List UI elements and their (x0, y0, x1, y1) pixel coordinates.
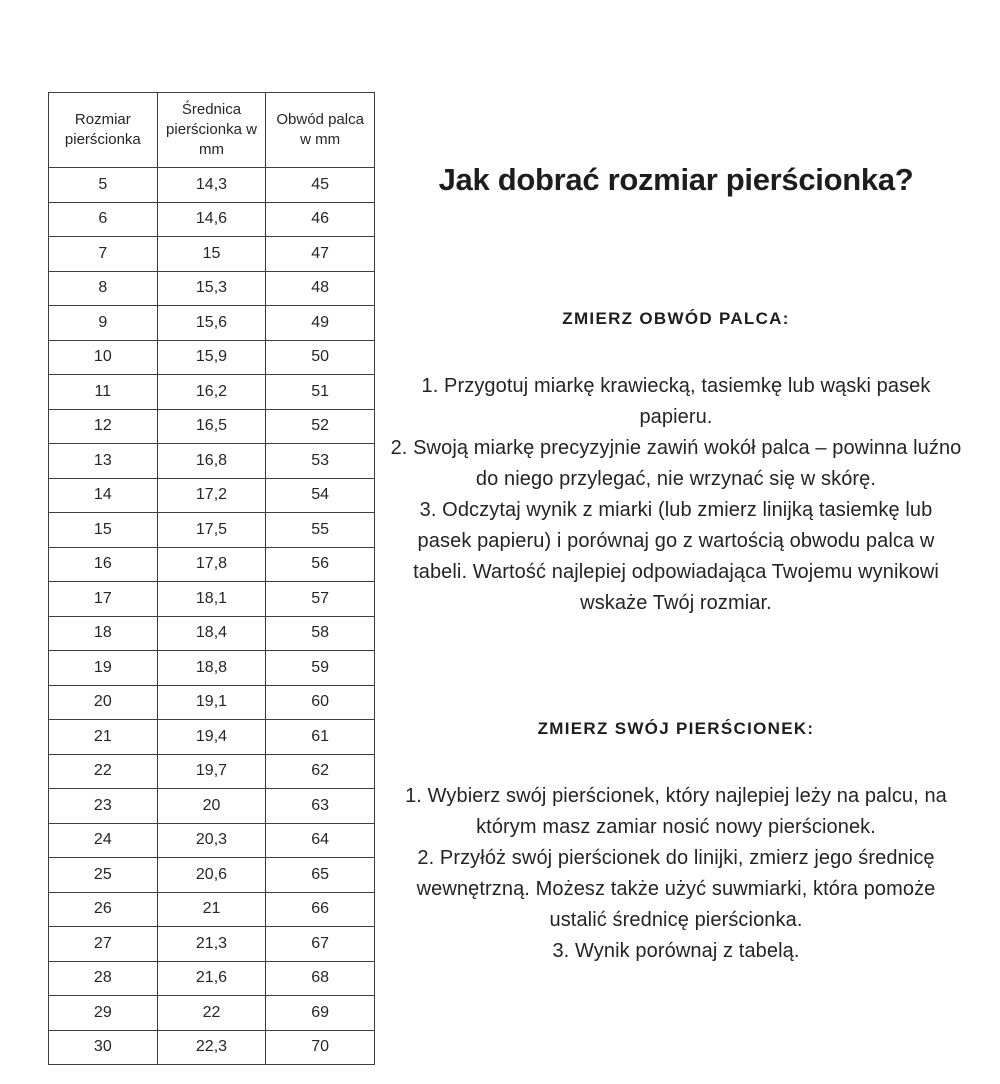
table-cell: 5 (49, 168, 158, 203)
table-row (49, 754, 375, 789)
table-cell: 8 (49, 271, 158, 306)
table-cell: 53 (266, 444, 375, 479)
table-cell: 18 (49, 616, 158, 651)
table-cell: 64 (266, 823, 375, 858)
table-row (49, 168, 375, 203)
table-cell: 16,5 (157, 409, 266, 444)
table-cell: 6 (49, 202, 158, 237)
table-cell: 24 (49, 823, 158, 858)
table-cell: 11 (49, 375, 158, 410)
table-cell: 14 (49, 478, 158, 513)
table-cell: 65 (266, 858, 375, 893)
table-cell: 7 (49, 237, 158, 272)
table-cell: 19,7 (157, 754, 266, 789)
table-cell: 18,8 (157, 651, 266, 686)
page-title: Jak dobrać rozmiar pierścionka? (438, 162, 914, 197)
table-cell: 15 (49, 513, 158, 548)
table-cell: 20 (49, 685, 158, 720)
table-cell: 51 (266, 375, 375, 410)
table-cell: 62 (266, 754, 375, 789)
table-row (49, 202, 375, 237)
table-cell: 56 (266, 547, 375, 582)
table-cell: 26 (49, 892, 158, 927)
table-cell: 54 (266, 478, 375, 513)
table-cell: 47 (266, 237, 375, 272)
table-cell: 22 (49, 754, 158, 789)
table-cell: 20 (157, 789, 266, 824)
table-cell: 49 (266, 306, 375, 341)
table-cell: 15,9 (157, 340, 266, 375)
table-cell: 14,6 (157, 202, 266, 237)
table-cell: 18,4 (157, 616, 266, 651)
table-cell: 58 (266, 616, 375, 651)
table-cell: 22 (157, 996, 266, 1031)
instruction-step: 3. Wynik porównaj z tabelą. (552, 940, 800, 962)
table-cell: 17,5 (157, 513, 266, 548)
table-body (49, 168, 375, 1065)
table-row (49, 892, 375, 927)
table-cell: 15 (157, 237, 266, 272)
table-row (49, 237, 375, 272)
table-cell: 14,3 (157, 168, 266, 203)
table-header-row (49, 93, 375, 168)
table-cell: 16,2 (157, 375, 266, 410)
table-cell: 68 (266, 961, 375, 996)
instruction-step: 1. Wybierz swój pierścionek, który najlepiej leży na palcu, na którym masz zamiar nosić nowy pierścionek. (405, 785, 947, 838)
table-cell: 9 (49, 306, 158, 341)
table-row (49, 513, 375, 548)
instruction-step: 2. Swoją miarkę precyzyjnie zawiń wokół palca – powinna luźno do niego przylegać, nie wrzynać się w skórę. (390, 437, 962, 490)
table-cell: 21,3 (157, 927, 266, 962)
table-row (49, 582, 375, 617)
table-cell: 30 (49, 1030, 158, 1065)
table-cell: 59 (266, 651, 375, 686)
section-heading-zmierz-obwod-palca: ZMIERZ OBWÓD PALCA: (562, 309, 790, 328)
table-cell: 19,1 (157, 685, 266, 720)
table-row (49, 340, 375, 375)
table-cell: 55 (266, 513, 375, 548)
table-row (49, 651, 375, 686)
instruction-step: 3. Odczytaj wynik z miarki (lub zmierz linijką tasiemkę lub pasek papieru) i porównaj go z wartością obwodu palca w tabeli. Wartość najlepiej odpowiadająca Twojemu wynikowi wskaże Twój rozmiar. (413, 499, 939, 614)
table-row (49, 685, 375, 720)
table-cell: 45 (266, 168, 375, 203)
table-cell: 21 (157, 892, 266, 927)
table-cell: 50 (266, 340, 375, 375)
table-cell: 16,8 (157, 444, 266, 479)
table-cell: 20,3 (157, 823, 266, 858)
instructions-pierscionek (390, 781, 962, 967)
table-cell: 70 (266, 1030, 375, 1065)
instructions-obwod-palca (390, 371, 962, 619)
table-cell: 17 (49, 582, 158, 617)
table-row (49, 271, 375, 306)
table-cell: 13 (49, 444, 158, 479)
table-cell: 67 (266, 927, 375, 962)
table-cell: 18,1 (157, 582, 266, 617)
table-cell: 16 (49, 547, 158, 582)
ring-size-table (48, 92, 375, 1065)
table-cell: 61 (266, 720, 375, 755)
column-header-obwod-palca: Obwód palca w mm (266, 93, 375, 168)
table-cell: 10 (49, 340, 158, 375)
column-header-rozmiar-pierscionka: Rozmiar pierścionka (49, 93, 158, 168)
table-row (49, 927, 375, 962)
table-row (49, 375, 375, 410)
table-row (49, 961, 375, 996)
table-cell: 21 (49, 720, 158, 755)
table-row (49, 1030, 375, 1065)
table-cell: 21,6 (157, 961, 266, 996)
table-cell: 60 (266, 685, 375, 720)
table-cell: 22,3 (157, 1030, 266, 1065)
table-row (49, 478, 375, 513)
table-cell: 19 (49, 651, 158, 686)
table-row (49, 306, 375, 341)
instructions-panel (390, 0, 962, 1084)
table-row (49, 444, 375, 479)
table-cell: 17,8 (157, 547, 266, 582)
table-cell: 48 (266, 271, 375, 306)
table-cell: 66 (266, 892, 375, 927)
table-cell: 69 (266, 996, 375, 1031)
table-cell: 46 (266, 202, 375, 237)
table-cell: 25 (49, 858, 158, 893)
table-row (49, 409, 375, 444)
instruction-step: 2. Przyłóż swój pierścionek do linijki, zmierz jego średnicę wewnętrzną. Możesz także użyć suwmiarki, która pomoże ustalić średnicę pierścionka. (416, 847, 936, 931)
section-heading-zmierz-swoj-pierscionek: ZMIERZ SWÓJ PIERŚCIONEK: (537, 719, 815, 738)
table-cell: 19,4 (157, 720, 266, 755)
table-row (49, 996, 375, 1031)
table-cell: 27 (49, 927, 158, 962)
table-row (49, 616, 375, 651)
table-row (49, 720, 375, 755)
table-row (49, 789, 375, 824)
table-cell: 28 (49, 961, 158, 996)
table-cell: 20,6 (157, 858, 266, 893)
table-cell: 57 (266, 582, 375, 617)
table-cell: 23 (49, 789, 158, 824)
instruction-step: 1. Przygotuj miarkę krawiecką, tasiemkę lub wąski pasek papieru. (421, 375, 931, 428)
table-row (49, 547, 375, 582)
table-cell: 29 (49, 996, 158, 1031)
table-row (49, 858, 375, 893)
table-cell: 15,3 (157, 271, 266, 306)
table-row (49, 823, 375, 858)
table-cell: 12 (49, 409, 158, 444)
table-cell: 52 (266, 409, 375, 444)
column-header-srednica-pierscionka: Średnica pierścionka w mm (157, 93, 266, 168)
table-cell: 15,6 (157, 306, 266, 341)
table-cell: 17,2 (157, 478, 266, 513)
table-cell: 63 (266, 789, 375, 824)
